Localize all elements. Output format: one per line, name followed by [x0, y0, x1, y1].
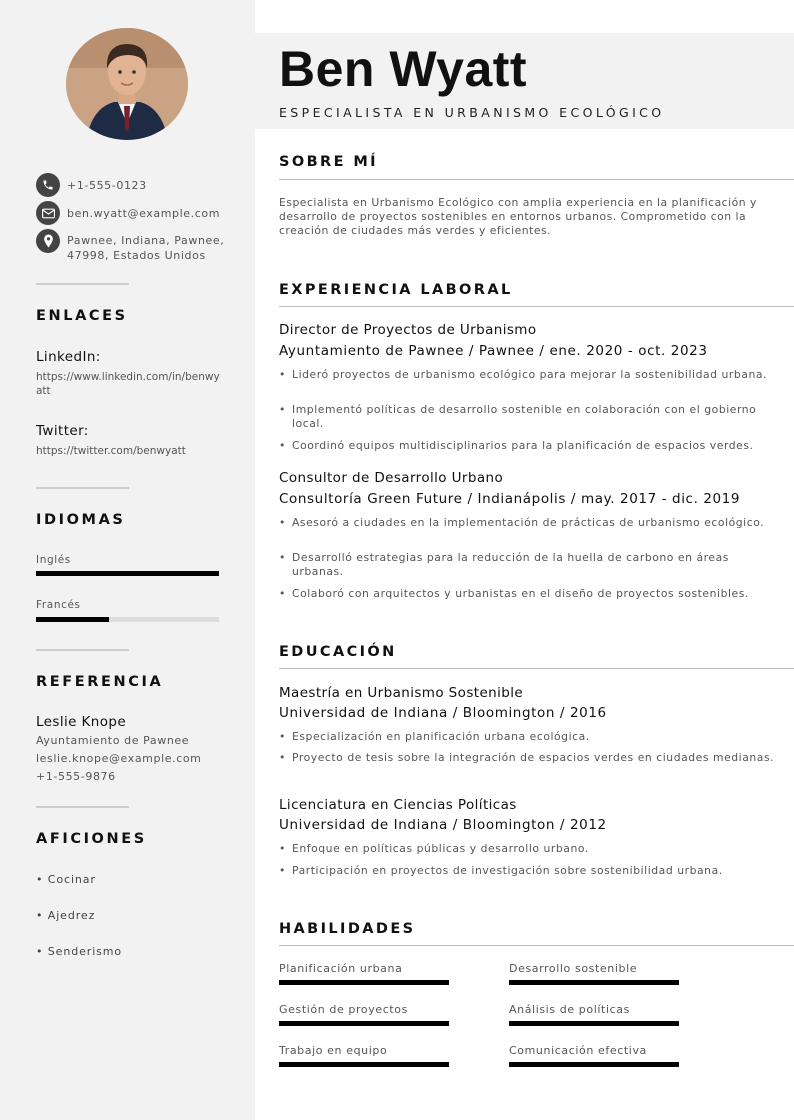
reference-phone: +1-555-9876: [36, 770, 116, 783]
skill-name: Análisis de políticas: [509, 1003, 630, 1016]
contact-phone: [36, 173, 227, 197]
links-heading: ENLACES: [36, 308, 128, 324]
section-rule: [279, 179, 794, 180]
person-name: Ben Wyatt: [279, 41, 528, 97]
address-text: Pawnee, Indiana, Pawnee, 47998, Estados Unidos: [67, 234, 225, 262]
hobby-item: • Senderismo: [36, 945, 123, 958]
skill-name: Planificación urbana: [279, 962, 403, 975]
job-bullet: • Implementó políticas de desarrollo sostenible en colaboración con el gobierno local.: [279, 403, 779, 431]
job-role: Consultor de Desarrollo Urbano: [279, 470, 504, 486]
job-bullet: • Asesoró a ciudades en la implementación de prácticas de urbanismo ecológico.: [279, 516, 779, 530]
job-bullet: • Desarrolló estrategias para la reducción de la huella de carbono en áreas urbanas.: [279, 551, 779, 579]
skill-name: Comunicación efectiva: [509, 1044, 647, 1057]
skill-name: Desarrollo sostenible: [509, 962, 638, 975]
section-rule: [279, 306, 794, 307]
location-pin-icon: [36, 229, 60, 253]
about-text: Especialista en Urbanismo Ecológico con amplia experiencia en la planificación y desarrollo de proyectos sostenibles en entornos urbanos. Comprometido con la creación de ciudades más verdes y eficientes.: [279, 196, 757, 237]
sidebar: [0, 0, 255, 1120]
skill-level-bar: [279, 980, 449, 985]
language-level-fill: [36, 571, 219, 576]
skill-name: Gestión de proyectos: [279, 1003, 408, 1016]
degree-title: Maestría en Urbanismo Sostenible: [279, 685, 524, 701]
job-role: Director de Proyectos de Urbanismo: [279, 322, 537, 338]
education-heading: EDUCACIÓN: [279, 644, 397, 660]
about-heading: SOBRE MÍ: [279, 154, 378, 170]
reference-company: Ayuntamiento de Pawnee: [36, 734, 190, 747]
hobbies-heading: AFICIONES: [36, 831, 147, 847]
skill-name: Trabajo en equipo: [279, 1044, 388, 1057]
degree-bullet: • Proyecto de tesis sobre la integración de espacios verdes en ciudades medianas.: [279, 751, 779, 765]
job-details: Consultoría Green Future / Indianápolis / may. 2017 - dic. 2019: [279, 491, 741, 507]
language-level-bar: [36, 571, 219, 576]
reference-name: Leslie Knope: [36, 714, 127, 730]
job-details: Ayuntamiento de Pawnee / Pawnee / ene. 2020 - oct. 2023: [279, 343, 708, 359]
job-title: ESPECIALISTA EN URBANISMO ECOLÓGICO: [279, 105, 665, 120]
profile-photo: [66, 28, 188, 140]
divider: [36, 649, 129, 651]
job-bullet: • Lideró proyectos de urbanismo ecológico para mejorar la sostenibilidad urbana.: [279, 368, 779, 382]
section-rule: [279, 668, 794, 669]
linkedin-link[interactable]: https://www.linkedin.com/in/benwyatt: [36, 371, 220, 397]
linkedin-label: LinkedIn:: [36, 349, 101, 365]
hobby-item: • Cocinar: [36, 873, 96, 886]
job-bullet: • Coordinó equipos multidisciplinarios para la planificación de espacios verdes.: [279, 439, 779, 453]
reference-email: leslie.knope@example.com: [36, 752, 202, 765]
experience-heading: EXPERIENCIA LABORAL: [279, 282, 513, 298]
reference-heading: REFERENCIA: [36, 674, 164, 690]
degree-title: Licenciatura en Ciencias Políticas: [279, 797, 517, 813]
twitter-label: Twitter:: [36, 423, 89, 439]
language-level-bar: [36, 617, 219, 622]
degree-bullet: • Enfoque en políticas públicas y desarrollo urbano.: [279, 842, 779, 856]
degree-bullet: • Especialización en planificación urbana ecológica.: [279, 730, 779, 744]
language-name: Inglés: [36, 554, 71, 566]
hobby-label: Senderismo: [47, 945, 123, 958]
degree-details: Universidad de Indiana / Bloomington / 2012: [279, 817, 607, 833]
hobby-item: • Ajedrez: [36, 909, 96, 922]
divider: [36, 283, 129, 285]
email-text: ben.wyatt@example.com: [67, 207, 221, 220]
skill-level-bar: [509, 1021, 679, 1026]
language-level-fill: [36, 617, 109, 622]
hobby-label: Cocinar: [47, 873, 96, 886]
phone-text: +1-555-0123: [67, 179, 147, 192]
languages-heading: IDIOMAS: [36, 512, 126, 528]
phone-icon: [36, 173, 60, 197]
skill-level-bar: [509, 1062, 679, 1067]
language-name: Francés: [36, 599, 81, 611]
divider: [36, 806, 129, 808]
divider: [36, 487, 129, 489]
skills-heading: HABILIDADES: [279, 921, 416, 937]
contact-email: [36, 201, 227, 225]
contact-address: [36, 229, 227, 263]
job-bullet: • Colaboró con arquitectos y urbanistas en el diseño de proyectos sostenibles.: [279, 587, 779, 601]
skill-level-bar: [509, 980, 679, 985]
skill-level-bar: [279, 1062, 449, 1067]
email-icon: [36, 201, 60, 225]
section-rule: [279, 945, 794, 946]
header-banner: [255, 33, 794, 129]
hobby-label: Ajedrez: [47, 909, 96, 922]
degree-details: Universidad de Indiana / Bloomington / 2016: [279, 705, 607, 721]
twitter-link[interactable]: https://twitter.com/benwyatt: [36, 445, 186, 457]
degree-bullet: • Participación en proyectos de investigación sobre sostenibilidad urbana.: [279, 864, 779, 878]
skill-level-bar: [279, 1021, 449, 1026]
